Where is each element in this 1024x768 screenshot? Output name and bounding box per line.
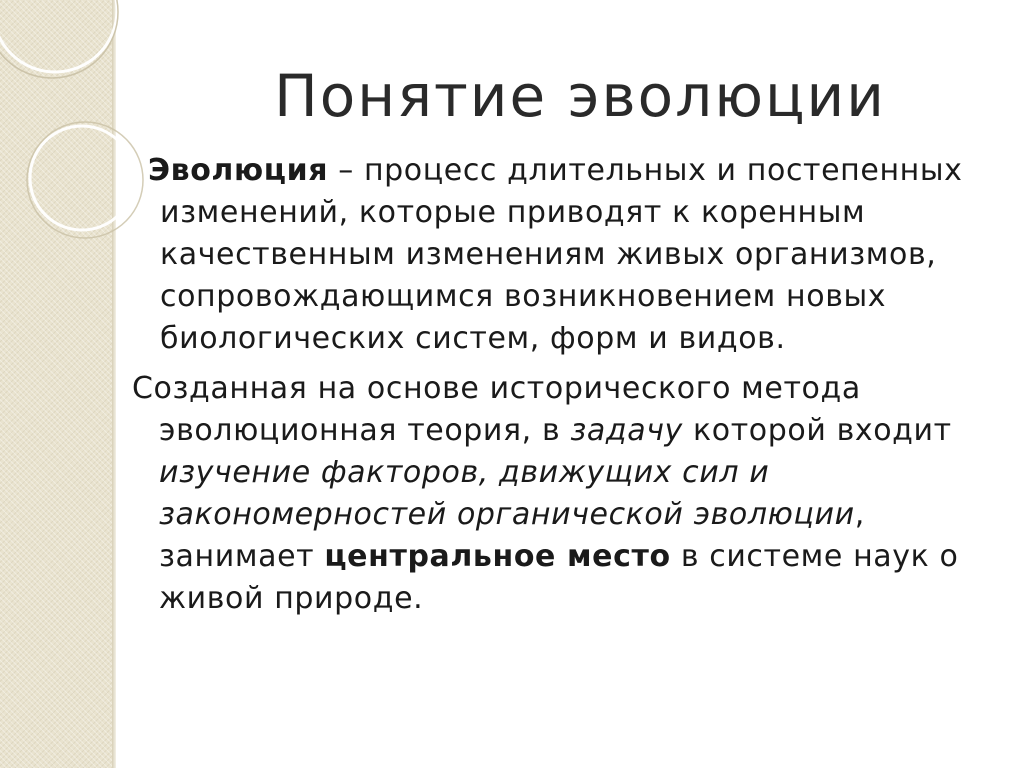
definition-text: – процесс длительных и постепенных изменений, которые приводят к коренным качественным изменениям живых организмов, сопровождающимся возникновением новых биологических систем, форм и видов.: [160, 153, 963, 356]
term-evolution: Эволюция: [148, 153, 329, 188]
theory-text-2: которой входит: [682, 413, 952, 448]
definition-paragraph: [132, 150, 1002, 360]
page-title: Понятие эволюции: [274, 62, 886, 130]
theory-text-3: , занимает: [159, 497, 865, 574]
theory-text-1: Созданная на основе исторического метода эволюционная теория, в: [132, 371, 861, 448]
theory-italic-task: задачу: [570, 413, 683, 448]
theory-paragraph: [132, 368, 1002, 620]
theory-italic-study: изучение факторов, движущих сил и закономерностей органической эволюции: [159, 455, 855, 532]
theory-bold-central: центральное место: [324, 539, 671, 574]
theory-text-4: в системе наук о живой природе.: [159, 539, 959, 616]
slide-body: [132, 150, 1002, 620]
